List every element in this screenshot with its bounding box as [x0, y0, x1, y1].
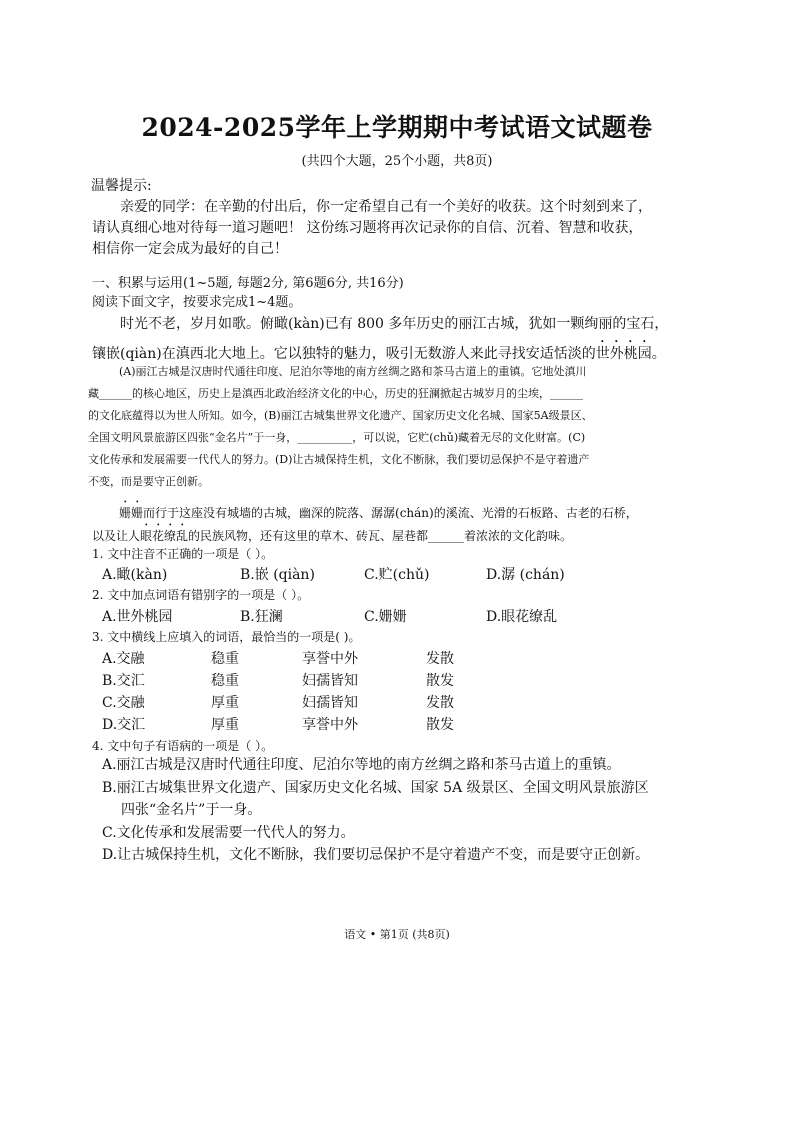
dotted-word-yanhualiaoluan: 眼花缭乱: [140, 529, 189, 543]
question-2-option-b: B.狂澜: [240, 609, 283, 625]
question-3-stem: 3. 文中横线上应填入的词语，最恰当的一项是( )。: [92, 630, 361, 644]
passage-para-2-line-2: 藏______的核心地区，历史上是滇西北政治经济文化的中心，历史的狂澜掀起古城岁月的尘埃，______: [88, 387, 583, 400]
passage-text: 。: [651, 346, 666, 362]
question-4-option-c: C.文化传承和发展需要一代代人的努力。: [102, 825, 355, 841]
question-3-row-b-col-2: 稳重: [211, 673, 239, 689]
tips-line-3: 相信你一定会成为最好的自己！: [92, 241, 288, 257]
question-4-option-b-line-2: 四张“金名片”于一身。: [121, 802, 262, 818]
passage-para-2-line-4: 全国文明风景旅游区四张“金名片”于一身，__________，可以说，它贮(chǔ)藏着无尽的文化财富。(C): [88, 431, 586, 444]
question-2-option-a: A.世外桃园: [102, 609, 173, 625]
passage-para-2-line-3: 的文化底蕴得以为世人所知。如今，(B)丽江古城集世界文化遗产、国家历史文化名城、国家5A级景区、: [88, 409, 593, 422]
passage-para-3-line-2: [92, 522, 572, 544]
question-2-option-c: C.姗姗: [364, 609, 407, 625]
question-4-option-b-line-1: B.丽江古城集世界文化遗产、国家历史文化名城、国家 5A 级景区、全国文明风景旅游区: [102, 780, 649, 796]
page-subtitle: (共四个大题，25个小题，共8页): [301, 154, 493, 169]
question-1-option-c: C.贮(chǔ): [364, 567, 430, 583]
question-3-row-c-col-3: 妇孺皆知: [302, 695, 358, 711]
question-3-row-d-col-2: 厚重: [211, 717, 239, 733]
passage-text: 镶嵌(qiàn)在滇西北大地上。它以独特的魅力，吸引无数游人来此寻找安适恬淡的: [92, 346, 596, 362]
page-footer: 语文 • 第1页 (共8页): [344, 928, 450, 941]
question-1-stem: 1. 文中注音不正确的一项是（ ）。: [92, 547, 274, 561]
tips-label: 温馨提示:: [91, 178, 152, 194]
passage-text: 以及让人: [92, 529, 141, 543]
question-1-option-d: D.潺 (chán): [486, 567, 565, 583]
passage-para-2-line-5: 文化传承和发展需要一代代人的努力。(D)让古城保持生机，文化不断脉，我们要切忌保护不是守着遗产: [88, 453, 590, 466]
tips-line-2: 请认真细心地对待每一道习题吧！ 这份练习题将再次记录你的自信、沉着、智慧和收获，: [92, 220, 643, 236]
question-3-row-a-col-2: 稳重: [211, 651, 239, 667]
section-instruction: 阅读下面文字，按要求完成1~4题。: [92, 295, 302, 310]
question-3-row-b-col-3: 妇孺皆知: [302, 673, 358, 689]
passage-text: 而行于这座没有城墙的古城，幽深的院落、潺潺(chán)的溪流、光滑的石板路、古老的石桥，: [143, 506, 638, 520]
question-4-option-a: A.丽江古城是汉唐时代通往印度、尼泊尔等地的南方丝绸之路和茶马古道上的重镇。: [102, 757, 621, 773]
question-3-row-b-col-1: B.交汇: [102, 673, 145, 689]
passage-text: 的民族风物，还有这里的草木、砖瓦、屋巷都______着浓浓的文化韵味。: [188, 529, 573, 543]
page-title: 2024-2025学年上学期期中考试语文试题卷: [141, 113, 653, 142]
passage-para-3-line-1: [119, 499, 638, 521]
dotted-word-shiwaitaoyuan: 世外桃园: [595, 346, 652, 362]
question-3-row-a-col-3: 享誉中外: [302, 651, 358, 667]
question-3-row-a-col-1: A.交融: [102, 651, 145, 667]
question-1-option-b: B.嵌 (qiàn): [240, 567, 315, 583]
question-2-option-d: D.眼花缭乱: [486, 609, 558, 625]
tips-line-1: 亲爱的同学：在辛勤的付出后，你一定希望自己有一个美好的收获。这个时刻到来了，: [120, 199, 652, 215]
question-3-row-d-col-3: 享誉中外: [302, 717, 358, 733]
question-2-stem: 2. 文中加点词语有错别字的一项是（ ）。: [92, 588, 310, 602]
question-3-row-c-col-2: 厚重: [211, 695, 239, 711]
question-3-row-a-col-4: 发散: [426, 651, 454, 667]
question-3-row-c-col-4: 发散: [426, 695, 454, 711]
question-1-option-a: A.瞰(kàn): [102, 567, 168, 583]
question-3-row-d-col-1: D.交汇: [102, 717, 146, 733]
passage-para-1-line-1: 时光不老，岁月如歌。俯瞰(kàn)已有 800 多年历史的丽江古城，犹如一颗绚丽的宝石，: [120, 316, 669, 332]
question-4-option-d: D.让古城保持生机，文化不断脉，我们要切忌保护不是守着遗产不变，而是要守正创新。: [102, 847, 650, 863]
passage-para-1-line-2: [92, 338, 666, 363]
question-3-row-c-col-1: C.交融: [102, 695, 145, 711]
section-heading: 一、积累与运用(1~5题, 每题2分, 第6题6分, 共16分): [92, 276, 404, 291]
passage-para-2-line-6: 不变，而是要守正创新。: [88, 475, 209, 488]
question-3-row-b-col-4: 散发: [426, 673, 454, 689]
question-3-row-d-col-4: 散发: [426, 717, 454, 733]
dotted-word-shanshan: 姗姗: [119, 506, 144, 520]
question-4-stem: 4. 文中句子有语病的一项是（ ）。: [92, 739, 274, 753]
passage-para-2-line-1: (A)丽江古城是汉唐时代通往印度、尼泊尔等地的南方丝绸之路和茶马古道上的重镇。它地处滇川: [119, 365, 587, 378]
